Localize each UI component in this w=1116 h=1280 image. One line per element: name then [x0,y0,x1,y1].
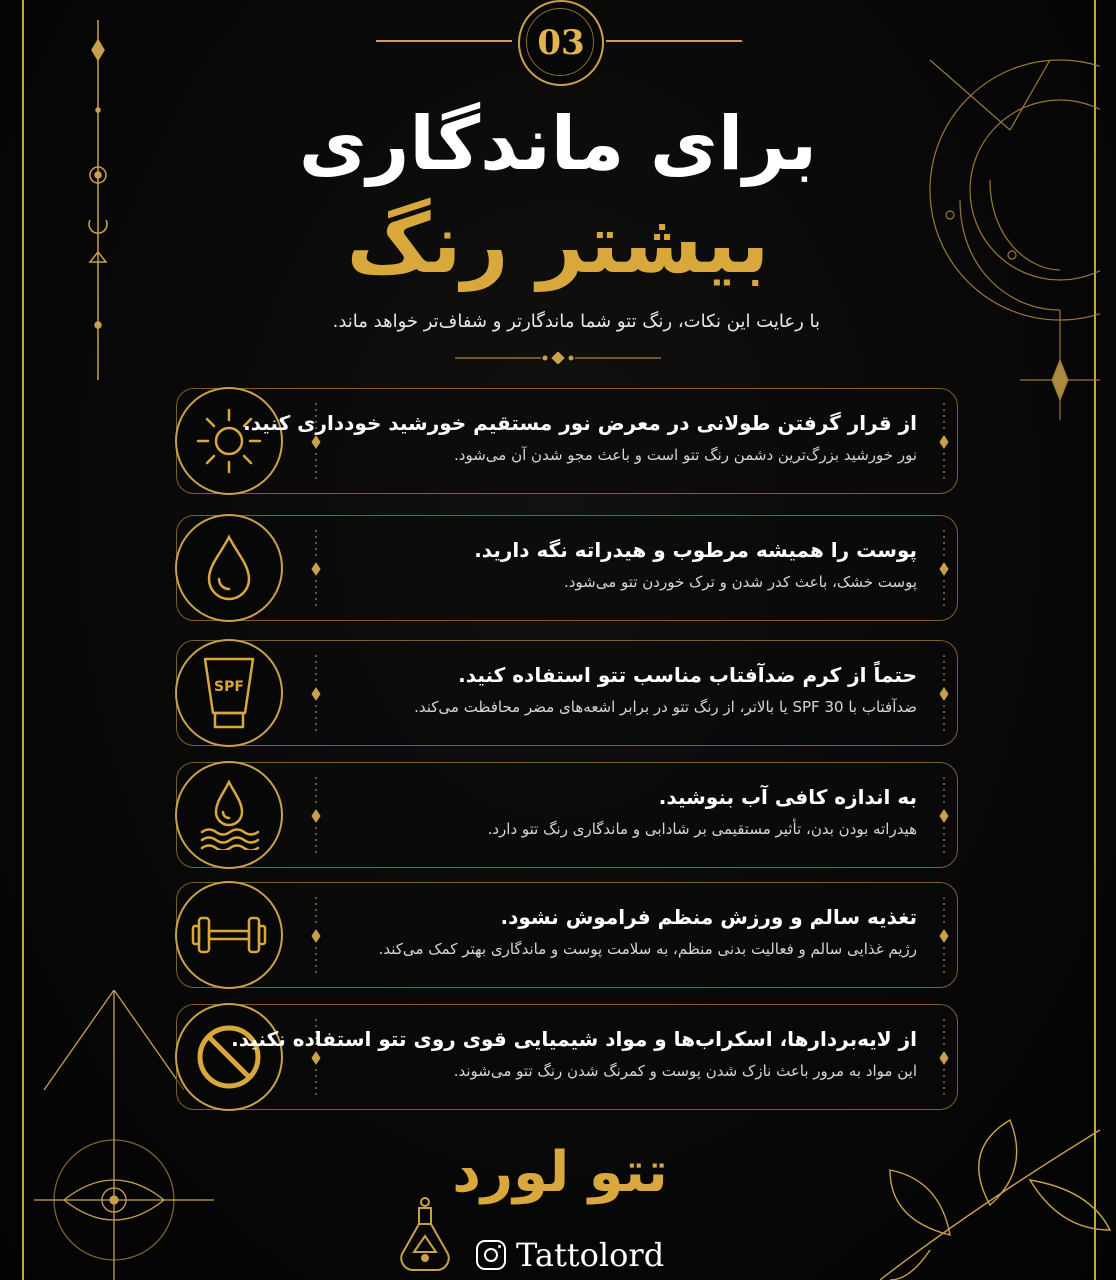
tip-description: هیدراته بودن بدن، تأثیر مستقیمی بر شادابی و ماندگاری رنگ تتو دارد. [487,820,917,838]
spf-label: SPF [214,679,244,695]
tip-title: تغذیه سالم و ورزش منظم فراموش نشود. [500,905,917,929]
card-divider [311,530,321,608]
tip-description: نور خورشید بزرگ‌ترین دشمن رنگ تتو است و باعث مجو شدن آن می‌شود. [454,446,917,464]
tip-title: از قرار گرفتن طولانی در معرض نور مستقیم خورشید خودداری کنید. [243,411,917,435]
droplet-icon [199,533,259,603]
leaves-ornament [870,1110,1116,1280]
tip-card [176,882,958,988]
tip-icon-frame [175,514,283,622]
card-divider [939,530,949,608]
tip-description: ضدآفتاب با SPF 30 یا بالاتر، از رنگ تتو در برابر اشعه‌های مضر محافظت می‌کند. [414,698,917,716]
sunscreen-tube-icon [199,655,259,731]
water-drop-icon [196,780,262,850]
tip-title: حتماً از کرم ضدآفتاب مناسب تتو استفاده کنید. [458,663,917,687]
step-number-badge [518,0,604,86]
tip-card [176,762,958,868]
dumbbell-icon [191,910,267,960]
badge-inner-ring [526,8,594,76]
card-divider [939,777,949,855]
tip-description: رژیم غذایی سالم و فعالیت بدنی منظم، به سلامت پوست و ماندگاری بهتر کمک می‌کند. [378,940,917,958]
brand-name: تتو لورد [452,1140,668,1205]
flask-logo-icon [398,1196,452,1276]
frame-top-right-line [606,40,742,42]
instagram-link[interactable] [476,1236,664,1274]
tip-card [176,388,958,494]
card-divider [311,777,321,855]
tip-card [176,515,958,621]
tip-title: به اندازه کافی آب بنوشید. [658,785,917,809]
tip-icon-frame [175,639,283,747]
tip-icon-frame [175,881,283,989]
tip-description: این مواد به مرور باعث نازک شدن پوست و کمرنگ شدن رنگ تتو می‌شوند. [453,1062,917,1080]
card-divider [939,1019,949,1097]
tip-icon-frame [175,761,283,869]
card-divider [939,897,949,975]
card-divider [939,655,949,733]
instagram-handle: Tattolord [516,1236,665,1274]
page-title-line2: بیشتر رنگ [346,197,770,292]
card-divider [311,897,321,975]
instagram-icon [476,1240,506,1270]
tip-title: از لایه‌بردارها، اسکراب‌ها و مواد شیمیایی قوی روی تتو استفاده نکنید. [231,1027,917,1051]
page-title-line1: برای ماندگاری [298,101,818,187]
tip-icon-frame [175,1003,283,1111]
card-divider [311,655,321,733]
step-number: 03 [537,23,585,63]
card-divider [939,403,949,481]
subtitle-divider [455,352,661,364]
frame-top-left-line [376,40,512,42]
page-subtitle: با رعایت این نکات، رنگ تتو شما ماندگارتر و شفاف‌تر خواهد ماند. [332,311,820,332]
tip-title: پوست را همیشه مرطوب و هیدراته نگه دارید. [474,538,917,562]
tip-description: پوست خشک، باعث کدر شدن و ترک خوردن تتو می‌شود. [563,573,917,591]
tip-card [176,1004,958,1110]
tip-icon-frame [175,387,283,495]
tip-card [176,640,958,746]
